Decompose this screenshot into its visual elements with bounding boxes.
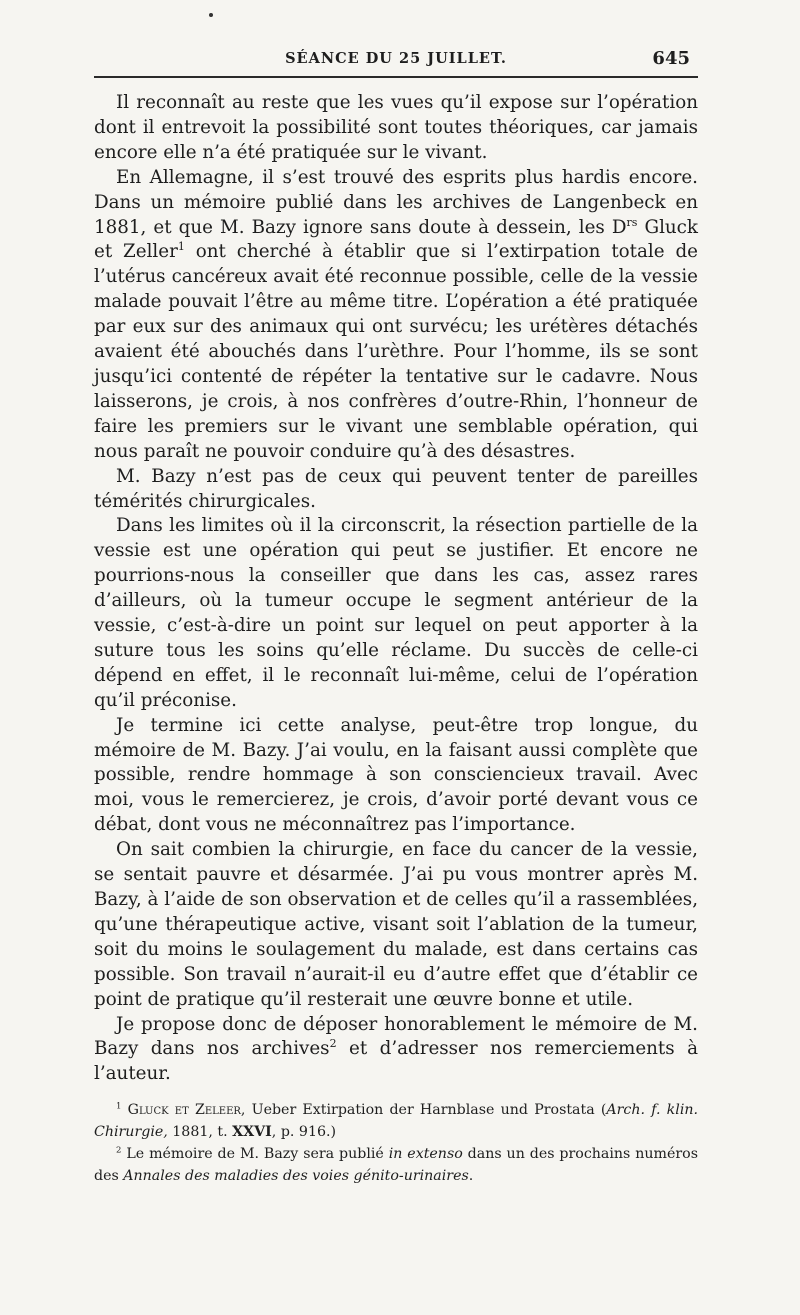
- paragraph-5: Je termine ici cette analyse, peut-être trop longue, du mémoire de M. Bazy. J’ai voulu, en la faisant aussi complète que possible, rendre hommage à son consciencieux travail. Avec moi, vous le remercierez, je crois, d’avoir porté devant vous ce débat, dont vous ne méconnaîtrez pas l’importance.: [94, 714, 698, 836]
- footnote-2-text-2: dans un des prochains numéros des: [94, 1146, 698, 1184]
- footnote-ref-1[interactable]: 1: [177, 240, 185, 254]
- footnote-1-text-2: 1881, t.: [167, 1124, 233, 1140]
- running-head: [94, 48, 698, 70]
- page-number: 645: [652, 48, 690, 69]
- footnote-1-journal: Arch. f. klin. Chirurgie,: [94, 1102, 699, 1140]
- footnote-2-journal: Annales des maladies des voies génito-urinaires: [123, 1168, 469, 1184]
- paragraph-3: M. Bazy n’est pas de ceux qui peuvent tenter de pareilles témérités chirurgicales.: [94, 465, 698, 512]
- paragraph-1: Il reconnaît au reste que les vues qu’il expose sur l’opération dont il entrevoit la possibilité sont toutes théoriques, car jamais encore elle n’a été pratiquée sur le vivant.: [94, 92, 698, 163]
- footnote-2-in-extenso: in extenso: [388, 1146, 463, 1162]
- footnote-1-volume: XXVI: [232, 1124, 272, 1140]
- paragraph-2-part-a: En Allemagne, il s’est trouvé des esprits plus hardis encore. Dans un mémoire publié dans les archives de Langenbeck en 1881, et que M. Bazy ignore sans doute à dessein, les D: [94, 166, 698, 238]
- footnotes: [94, 1099, 698, 1187]
- paragraph-6: On sait combien la chirurgie, en face du cancer de la vessie, se sentait pauvre et désarmée. J’ai pu vous montrer après M. Bazy, à l’aide de son observation et de celles qu’il a rassemblées, qu’une thérapeutique active, visant soit l’ablation de la tumeur, soit du moins le soulagement du malade, est dans certains cas possible. Son travail n’aurait-il eu d’autre effet que d’établir ce point de pratique qu’il resterait une œuvre bonne et utile.: [94, 839, 698, 1010]
- footnote-2: [94, 1143, 698, 1187]
- footnote-ref-2[interactable]: 2: [329, 1037, 337, 1051]
- print-speck: [209, 13, 213, 17]
- paragraph-2: [94, 166, 698, 465]
- paragraph-7: [94, 1013, 698, 1088]
- paragraph-4: Dans les limites où il la circonscrit, la résection partielle de la vessie est une opération qui peut se justifier. Et encore ne pourrions-nous la conseiller que dans les cas, assez rares d’ailleurs, où la tumeur occupe le segment antérieur de la vessie, c’est-à-dire un point sur lequel on peut apporter à la suture tous les soins qu’elle réclame. Du succès de celle-ci dépend en effet, il le reconnaît lui-même, celui de l’opération qu’il préconise.: [94, 515, 698, 711]
- footnote-1-authors: Gluck et Zeleer,: [127, 1102, 246, 1118]
- running-head-title: SÉANCE DU 25 JUILLET.: [285, 50, 507, 67]
- paragraph-7-part-b: et d’adresser nos remerciements à l’auteur.: [94, 1038, 699, 1085]
- footnote-1-text-3: , p. 916.): [271, 1124, 337, 1140]
- paragraph-2-part-b: Gluck et Zeller: [94, 216, 699, 263]
- paragraph-7-part-a: Je propose donc de déposer honorablement le mémoire de M. Bazy dans nos archives: [94, 1013, 698, 1060]
- header-rule: [94, 76, 698, 78]
- paragraph-2-part-c: ont cherché à établir que si l’extirpation totale de l’utérus cancéreux avait été reconnue possible, celle de la vessie malade pouvait l’être au même titre. L’opération a été pratiquée par eux sur des animaux qui ont survécu; les urétères détachés avaient été abouchés dans l’urèthre. Pour l’homme, ils se sont jusqu’ici contenté de répéter la tentative sur le cadavre. Nous laisserons, je crois, à nos confrères d’outre-Rhin, l’honneur de faire les premiers sur le vivant une semblable opération, qui nous paraît ne pouvoir conduire qu’à des désastres.: [94, 241, 699, 462]
- footnote-1-text-1: Ueber Extirpation der Harnblase und Prostata (: [245, 1102, 607, 1118]
- doctors-abbrev-superscript: rs: [626, 215, 638, 229]
- footnote-1-marker: 1: [116, 1101, 122, 1112]
- footnote-2-text-3: .: [468, 1168, 474, 1184]
- footnote-2-marker: 2: [116, 1145, 122, 1156]
- footnote-2-text-1: Le mémoire de M. Bazy sera publié: [121, 1146, 389, 1162]
- body-text: [94, 91, 698, 1087]
- footnote-1: [94, 1099, 698, 1143]
